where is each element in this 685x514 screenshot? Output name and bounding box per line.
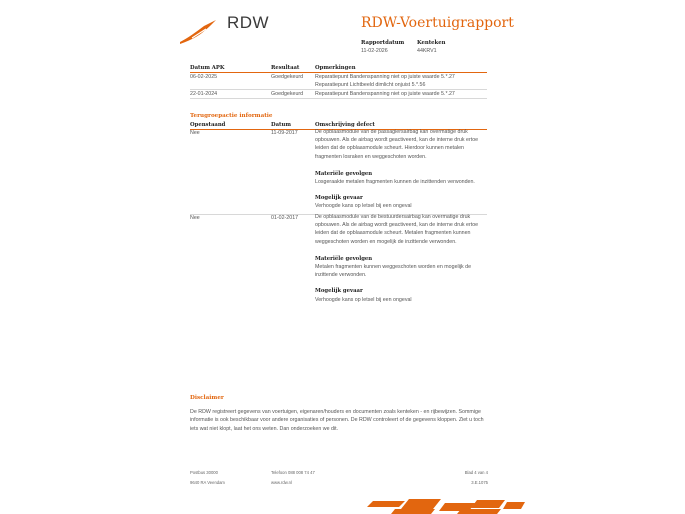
report-date-value: 11-02-2026 [361,48,388,54]
report-date-label: Rapportdatum [361,40,405,46]
footer-city: 9640 RA Veendam [190,479,225,485]
apk-col-remarks: Opmerkingen [315,65,356,71]
recall-danger-label: Mogelijk gevaar [315,288,363,295]
footer-stripes-icon [365,497,525,514]
recall-description-block [315,128,487,211]
recall-col-open: Openstaand [190,122,226,128]
apk-col-date: Datum APK [190,65,225,71]
footer-contact [271,468,315,487]
recall-description-block [315,213,487,304]
rdw-logo-icon [178,18,218,46]
disclaimer-title: Disclaimer [190,395,224,401]
recall-date: 01-02-2017 [271,215,299,221]
apk-result: Goedgekeurd [271,74,304,80]
apk-row [190,90,487,99]
footer-page: Blad 4 van 4 [464,470,488,475]
recall-description: De opblaasmodule van de bestuurdersairbag kan overmatige druk opbouwen. Als de airbag wordt geactiveerd, kan de interne druk ertoe leiden dat de opblaasmodule scheurt. Metalen fragmenten kunnen weggeschoten worden en mogelijk de inzittende verwonden. [315,214,479,245]
recall-date: 11-09-2017 [271,130,298,136]
footer-phone: Telefoon 088 008 74 47 [271,470,315,475]
apk-table-header [190,64,487,73]
apk-remark: Reparatiepunt Bandenspanning niet op juiste waarde 5.*.27 [315,74,455,80]
recall-consequences-label: Materiële gevolgen [315,170,373,177]
apk-remark: Reparatiepunt Lichtbeeld dimlicht onjuist 5.*.56 [315,82,426,88]
recall-consequences: Metalen fragmenten kunnen weggeschoten worden en mogelijk de inzittende verwonden. [315,264,472,279]
disclaimer-text: De RDW registreert gegevens van voertuigen, eigenaren/houders en documenten zoals kenteken - en rijbewijzen. Sommige informatie is ook beschikbaar voor andere organisaties of personen. De RDW controleert of de gegevens kloppen. Ziet u toch iets wat niet klopt, laat het ons weten. Dan onderzoeken we dit. [190,409,484,432]
recall-consequences: Losgeraakte metalen fragmenten kunnen de inzittenden verwonden. [315,179,475,186]
apk-result: Goedgekeurd [271,91,304,97]
apk-row [190,73,487,90]
plate-label: Kenteken [417,40,446,46]
recall-danger: Verhoogde kans op letsel bij een ongeval [315,296,412,303]
footer-postbus: Postbus 30000 [190,470,218,475]
plate-block [417,40,445,54]
apk-date: 22-01-2024 [190,91,218,97]
recall-col-date: Datum [271,122,291,128]
plate-value: 44KRV1 [417,48,437,54]
footer-page-info [440,468,488,487]
apk-col-result: Resultaat [271,65,300,71]
recall-status: Nee [190,130,200,136]
apk-date: 06-02-2025 [190,74,218,80]
recall-description: De opblaasmodule van de passagiersairbag kan overmatige druk opbouwen. Als de airbag wordt geactiveerd, kan de interne druk ertoe leiden dat de opblaasmodule scheurt. Hierdoor kunnen metalen fragmenten losraken en weggeschoten worden. [315,129,479,160]
recall-consequences-label: Materiële gevolgen [315,255,373,262]
apk-remark: Reparatiepunt Bandenspanning niet op juiste waarde 5.*.27 [315,91,455,97]
recall-status: Nee [190,215,200,221]
footer-web[interactable]: www.rdw.nl [271,479,292,485]
document-title: RDW-Voertuigrapport [361,15,514,31]
footer-address [190,468,225,487]
recall-danger-label: Mogelijk gevaar [315,195,363,202]
recall-danger: Verhoogde kans op letsel bij een ongeval [315,203,412,210]
report-date-block [361,40,404,54]
footer-code: 3.E.1075 [471,479,488,485]
recall-section-title: Terugroepactie informatie [190,113,273,119]
brand-name: RDW [227,13,270,32]
recall-col-description: Omschrijving defect [315,122,375,128]
